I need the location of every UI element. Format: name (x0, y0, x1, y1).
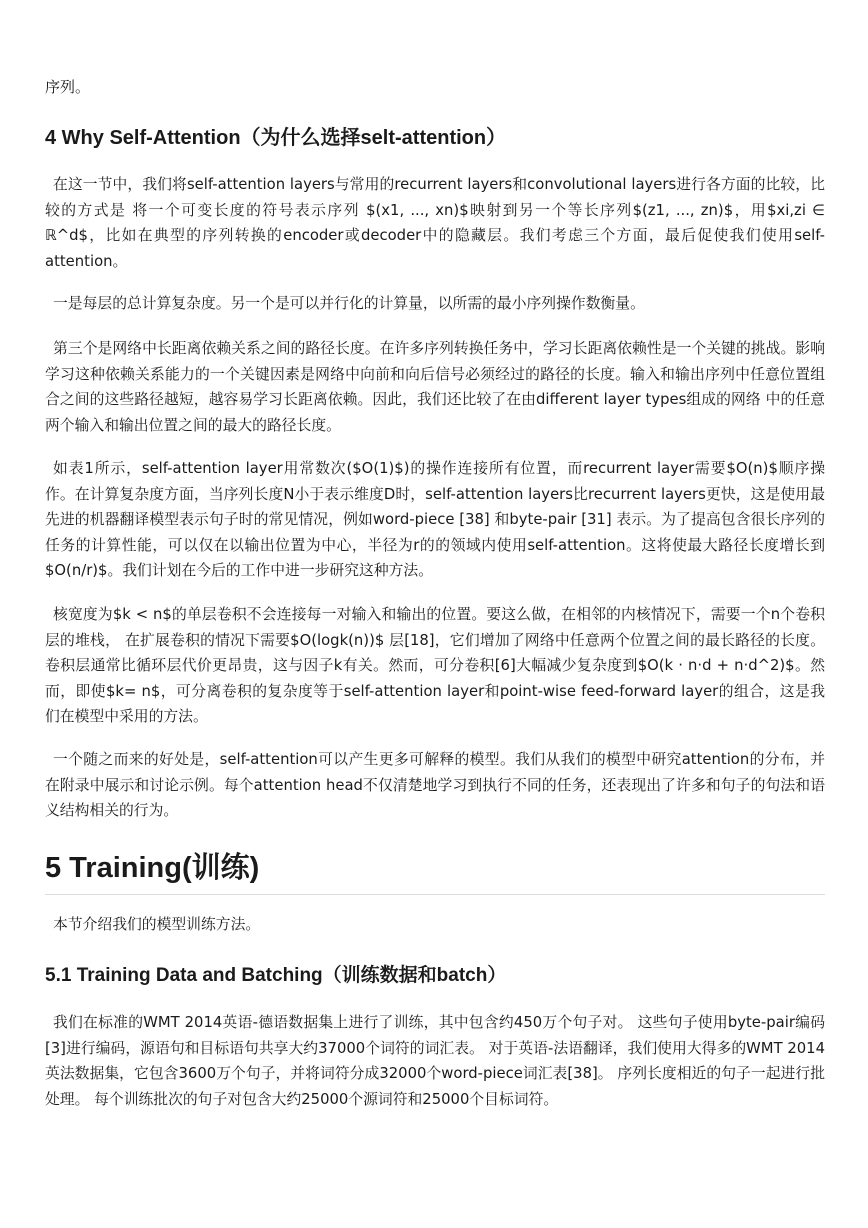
section-4-paragraph-1: 在这一节中，我们将self-attention layers与常用的recurrent layers和convolutional layers进行各方面的比较，比较的方式是 将一个可变长度的符号表示序列 $(x1, ..., xn)$映射到另一个等长序列$(z1, ..., zn)$，用$xi,zi ∈ ℝ^d$，比如在典型的序列转换的encoder或decoder中的隐藏层。我们考虑三个方面，最后促使我们使用self-attention。 (45, 176, 825, 270)
section-5-1-heading: 5.1 Training Data and Batching（训练数据和batch） (45, 965, 507, 986)
section-4-paragraph-4: 如表1所示，self-attention layer用常数次($O(1)$)的操作连接所有位置，而recurrent layer需要$O(n)$顺序操作。在计算复杂度方面，当序列长度N小于表示维度D时，self-attention layers比recurrent layers更快，这是使用最先进的机器翻译模型表示句子时的常见情况，例如word-piece [38] 和byte-pair [31] 表示。为了提高包含很长序列的任务的计算性能，可以仅在以输出位置为中心，半径为r的的领域内使用self-attention。这将使最大路径长度增长到$O(n/r)$。我们计划在今后的工作中进一步研究这种方法。 (45, 460, 825, 580)
section-5-intro: 本节介绍我们的模型训练方法。 (53, 916, 261, 933)
section-5-heading: 5 Training(训练) (45, 848, 825, 895)
leading-text: 序列。 (45, 78, 91, 96)
section-4-heading: 4 Why Self-Attention（为什么选择selt-attention） (45, 127, 507, 149)
section-4-paragraph-3: 第三个是网络中长距离依赖关系之间的路径长度。在许多序列转换任务中，学习长距离依赖性是一个关键的挑战。影响学习这种依赖关系能力的一个关键因素是网络中向前和向后信号必须经过的路径的长度。输入和输出序列中任意位置组合之间的这些路径越短，越容易学习长距离依赖。因此，我们还比较了在由different layer types组成的网络 中的任意两个输入和输出位置之间的最大的路径长度。 (45, 340, 825, 434)
section-4-paragraph-2: 一是每层的总计算复杂度。另一个是可以并行化的计算量，以所需的最小序列操作数衡量。 (53, 295, 645, 312)
section-5-1-paragraph: 我们在标准的WMT 2014英语-德语数据集上进行了训练，其中包含约450万个句子对。 这些句子使用byte-pair编码[3]进行编码，源语句和目标语句共享大约37000个词符的词汇表。 对于英语-法语翻译，我们使用大得多的WMT 2014英法数据集，它包含3600万个句子，并将词符分成32000个word-piece词汇表[38]。 序列长度相近的句子一起进行批处理。 每个训练批次的句子对包含大约25000个源词符和25000个目标词符。 (45, 1014, 825, 1108)
section-4-paragraph-5: 核宽度为$k < n$的单层卷积不会连接每一对输入和输出的位置。要这么做，在相邻的内核情况下，需要一个n个卷积层的堆栈， 在扩展卷积的情况下需要$O(logk(n))$ 层[18]，它们增加了网络中任意两个位置之间的最长路径的长度。 卷积层通常比循环层代价更昂贵，这与因子k有关。然而，可分卷积[6]大幅减少复杂度到$O(k · n·d + n·d^2)$。然而，即使$k= n$，可分离卷积的复杂度等于self-attention layer和point-wise feed-forward layer的组合，这是我们在模型中采用的方法。 (45, 606, 825, 726)
section-4-paragraph-6: 一个随之而来的好处是，self-attention可以产生更多可解释的模型。我们从我们的模型中研究attention的分布，并在附录中展示和讨论示例。每个attention head不仅清楚地学习到执行不同的任务，还表现出了许多和句子的句法和语义结构相关的行为。 (45, 751, 825, 820)
